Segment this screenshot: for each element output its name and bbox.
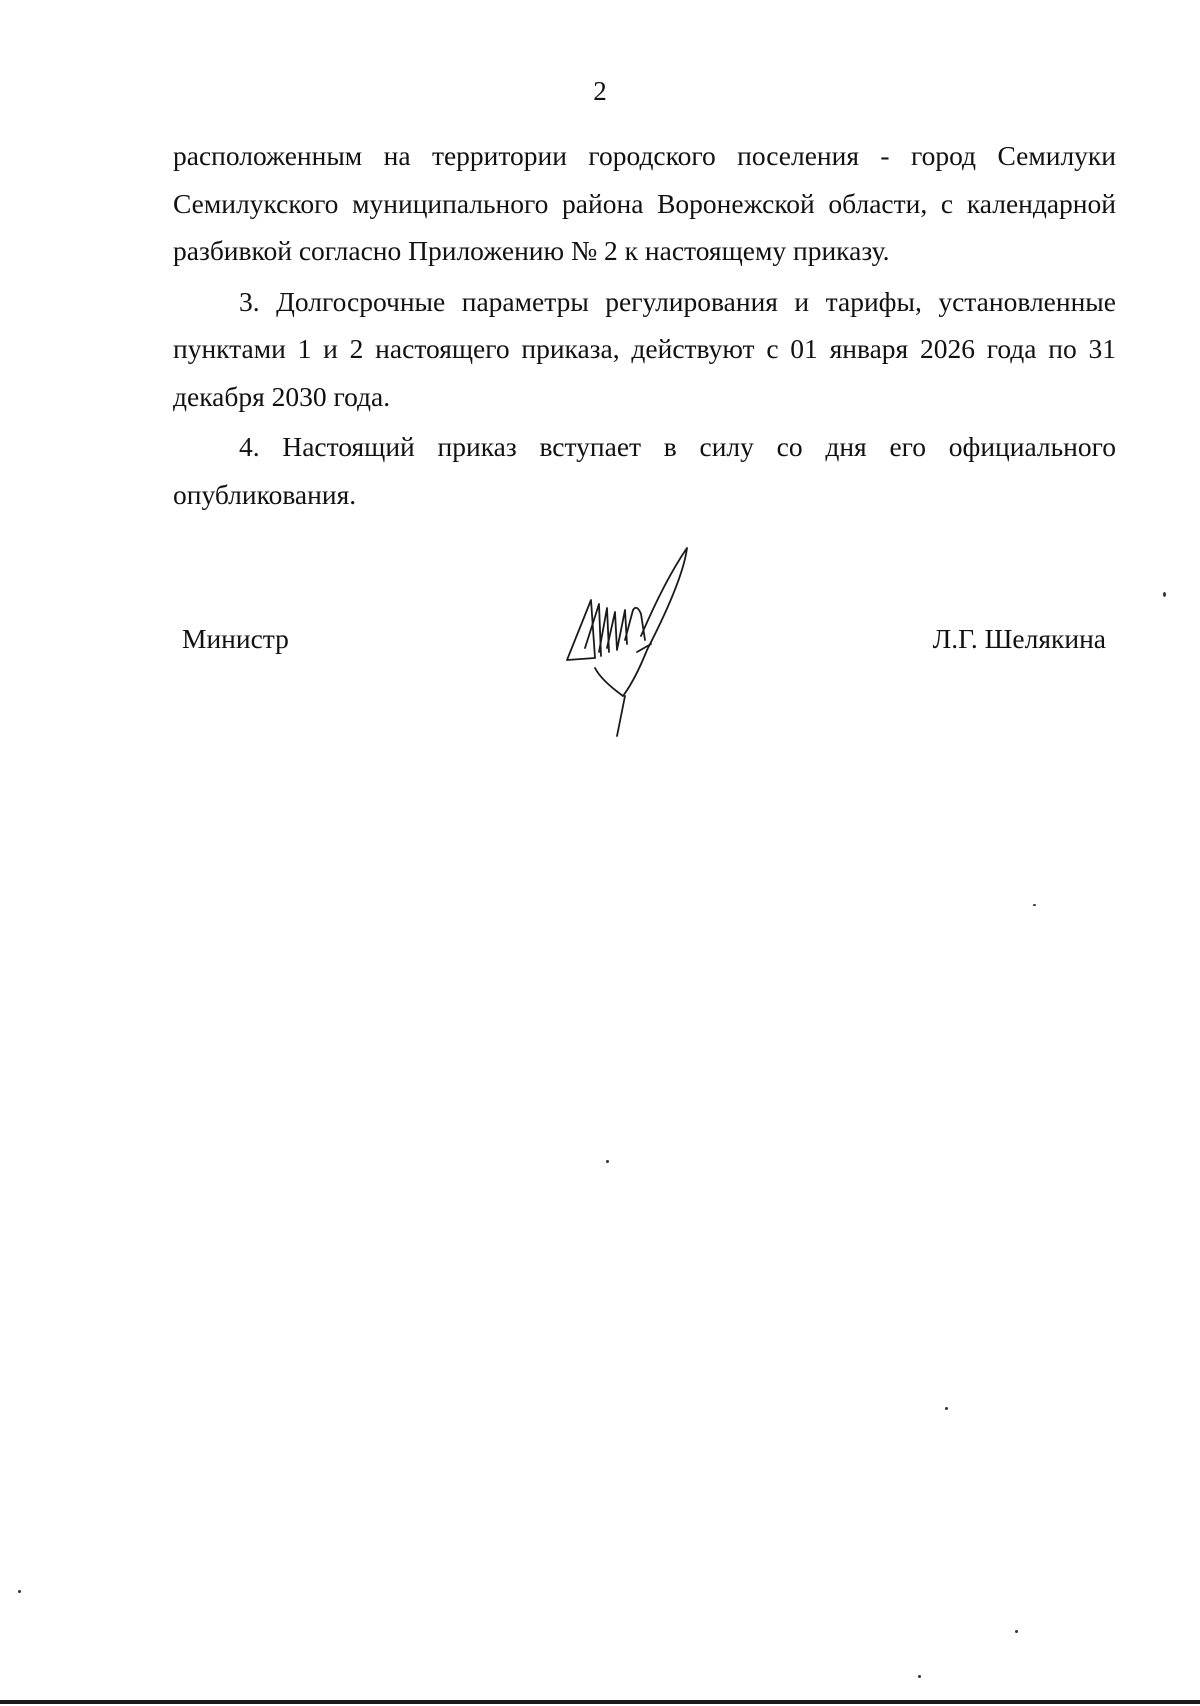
scan-speck xyxy=(606,1160,609,1163)
signer-role: Министр xyxy=(182,623,289,654)
paragraph-item-4: 4. Настоящий приказ вступает в силу со дня его официального опубликования. xyxy=(173,431,1116,510)
document-body xyxy=(173,132,1116,521)
handwritten-signature xyxy=(555,540,725,740)
scan-speck xyxy=(1033,904,1036,906)
paragraph-continuation: расположенным на территории городского поселения - город Семилуки Семилукского муниципального района Воронежской области, с календарной разбивкой согласно Приложению № 2 к настоящему приказу. xyxy=(173,140,1116,266)
scan-speck xyxy=(1015,1630,1018,1633)
paragraph-item-3: 3. Долгосрочные параметры регулирования и тарифы, установленные пунктами 1 и 2 настоящего приказа, действуют с 01 января 2026 года по 31 декабря 2030 года. xyxy=(173,285,1116,412)
scan-speck xyxy=(18,1590,21,1593)
scan-bottom-edge xyxy=(0,1700,1200,1704)
signer-name: Л.Г. Шелякина xyxy=(932,623,1106,654)
page-number: 2 xyxy=(593,76,607,106)
scan-speck xyxy=(918,1675,921,1678)
scan-speck xyxy=(945,1407,948,1410)
scan-speck xyxy=(1163,592,1166,597)
